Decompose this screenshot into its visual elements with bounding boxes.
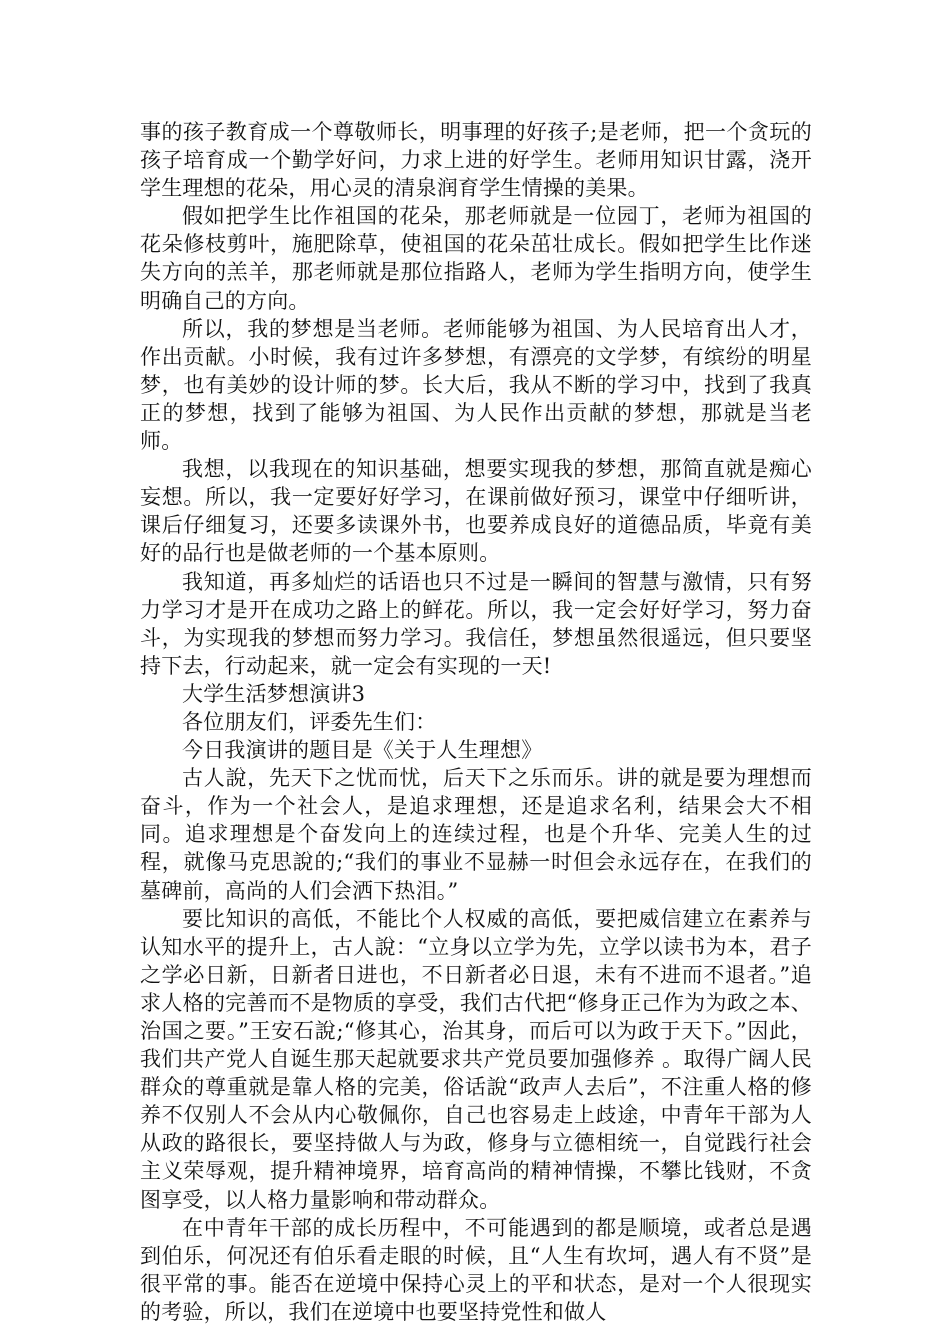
speech-title-line: 今日我演讲的题目是《关于人生理想》 — [182, 738, 543, 763]
paragraph: 古人說，先天下之忧而忧，后天下之乐而乐。讲的就是要为理想而奋斗，作为一个社会人，是追求理想，还是追求名利，结果会大不相同。追求理想是个奋发向上的连续过程，也是个升华、完美人生的过程，就像马克思說的;“我们的事业不显赫一时但会永远存在，在我们的墓碑前，高尚的人们会洒下热泪。” — [140, 766, 812, 903]
paragraph: 事的孩子教育成一个尊敬师长，明事理的好孩子;是老师，把一个贪玩的孩子培育成一个勤学好问，力求上进的好学生。老师用知识甘露，浇开学生理想的花朵，用心灵的清泉润育学生情操的美果。 — [140, 120, 812, 201]
paragraph: 要比知识的高低，不能比个人权威的高低，要把威信建立在素养与认知水平的提升上，古人說：“立身以立学为先，立学以读书为本，君子之学必日新，日新者日进也，不日新者必日退，未有不进而不退者。”追求人格的完善而不是物质的享受，我们古代把“修身正己作为为政之本、治国之要。”王安石說;“修其心，治其身，而后可以为政于天下。”因此，我们共产党人自诞生那天起就要求共产党员要加强修养 。取得广阔人民群众的尊重就是靠人格的完美，俗话說“政声人去后”，不注重人格的修养不仅别人不会从内心敬佩你，自己也容易走上歧途，中青年干部为人从政的路很长，要坚持做人与为政，修身与立德相统一，自觉践行社会主义荣辱观，提升精神境界，培育高尚的精神情操，不攀比钱财，不贪图享受，以人格力量影响和带动群众。 — [140, 906, 812, 1212]
paragraph: 我想，以我现在的知识基础，想要实现我的梦想，那简直就是痴心妄想。所以，我一定要好好学习，在课前做好预习，课堂中仔细听讲，课后仔细复习，还要多读课外书，也要养成良好的道德品质，毕竟有美好的品行也是做老师的一个基本原则。 — [140, 457, 812, 566]
paragraph: 假如把学生比作祖国的花朵，那老师就是一位园丁，老师为祖国的花朵修枝剪叶，施肥除草，使祖国的花朵茁壮成长。假如把学生比作迷失方向的羔羊，那老师就是那位指路人，老师为学生指明方向，使学生明确自己的方向。 — [140, 204, 812, 313]
document-body — [140, 118, 812, 1326]
paragraph: 我知道，再多灿烂的话语也只不过是一瞬间的智慧与激情，只有努力学习才是开在成功之路上的鲜花。所以，我一定会好好学习，努力奋斗，为实现我的梦想而努力学习。我信任，梦想虽然很遥远，但只要坚持下去，行动起来，就一定会有实现的一天! — [140, 569, 812, 678]
paragraph: 所以，我的梦想是当老师。老师能够为祖国、为人民培育出人才，作出贡献。小时候，我有过许多梦想，有漂亮的文学梦，有缤纷的明星梦，也有美妙的设计师的梦。长大后，我从不断的学习中，找到了我真正的梦想，找到了能够为祖国、为人民作出贡献的梦想，那就是当老师。 — [140, 316, 812, 454]
section-heading: 大学生活梦想演讲3 — [182, 681, 366, 706]
paragraph: 在中青年干部的成长历程中，不可能遇到的都是顺境，或者总是遇到伯乐，何况还有伯乐看走眼的时候，且“人生有坎坷，遇人有不贤”是很平常的事。能否在逆境中保持心灵上的平和状态，是对一个人很现实的考验，所以，我们在逆境中也要坚持党性和做人 — [140, 1215, 812, 1324]
salutation: 各位朋友们，评委先生们： — [182, 709, 437, 734]
